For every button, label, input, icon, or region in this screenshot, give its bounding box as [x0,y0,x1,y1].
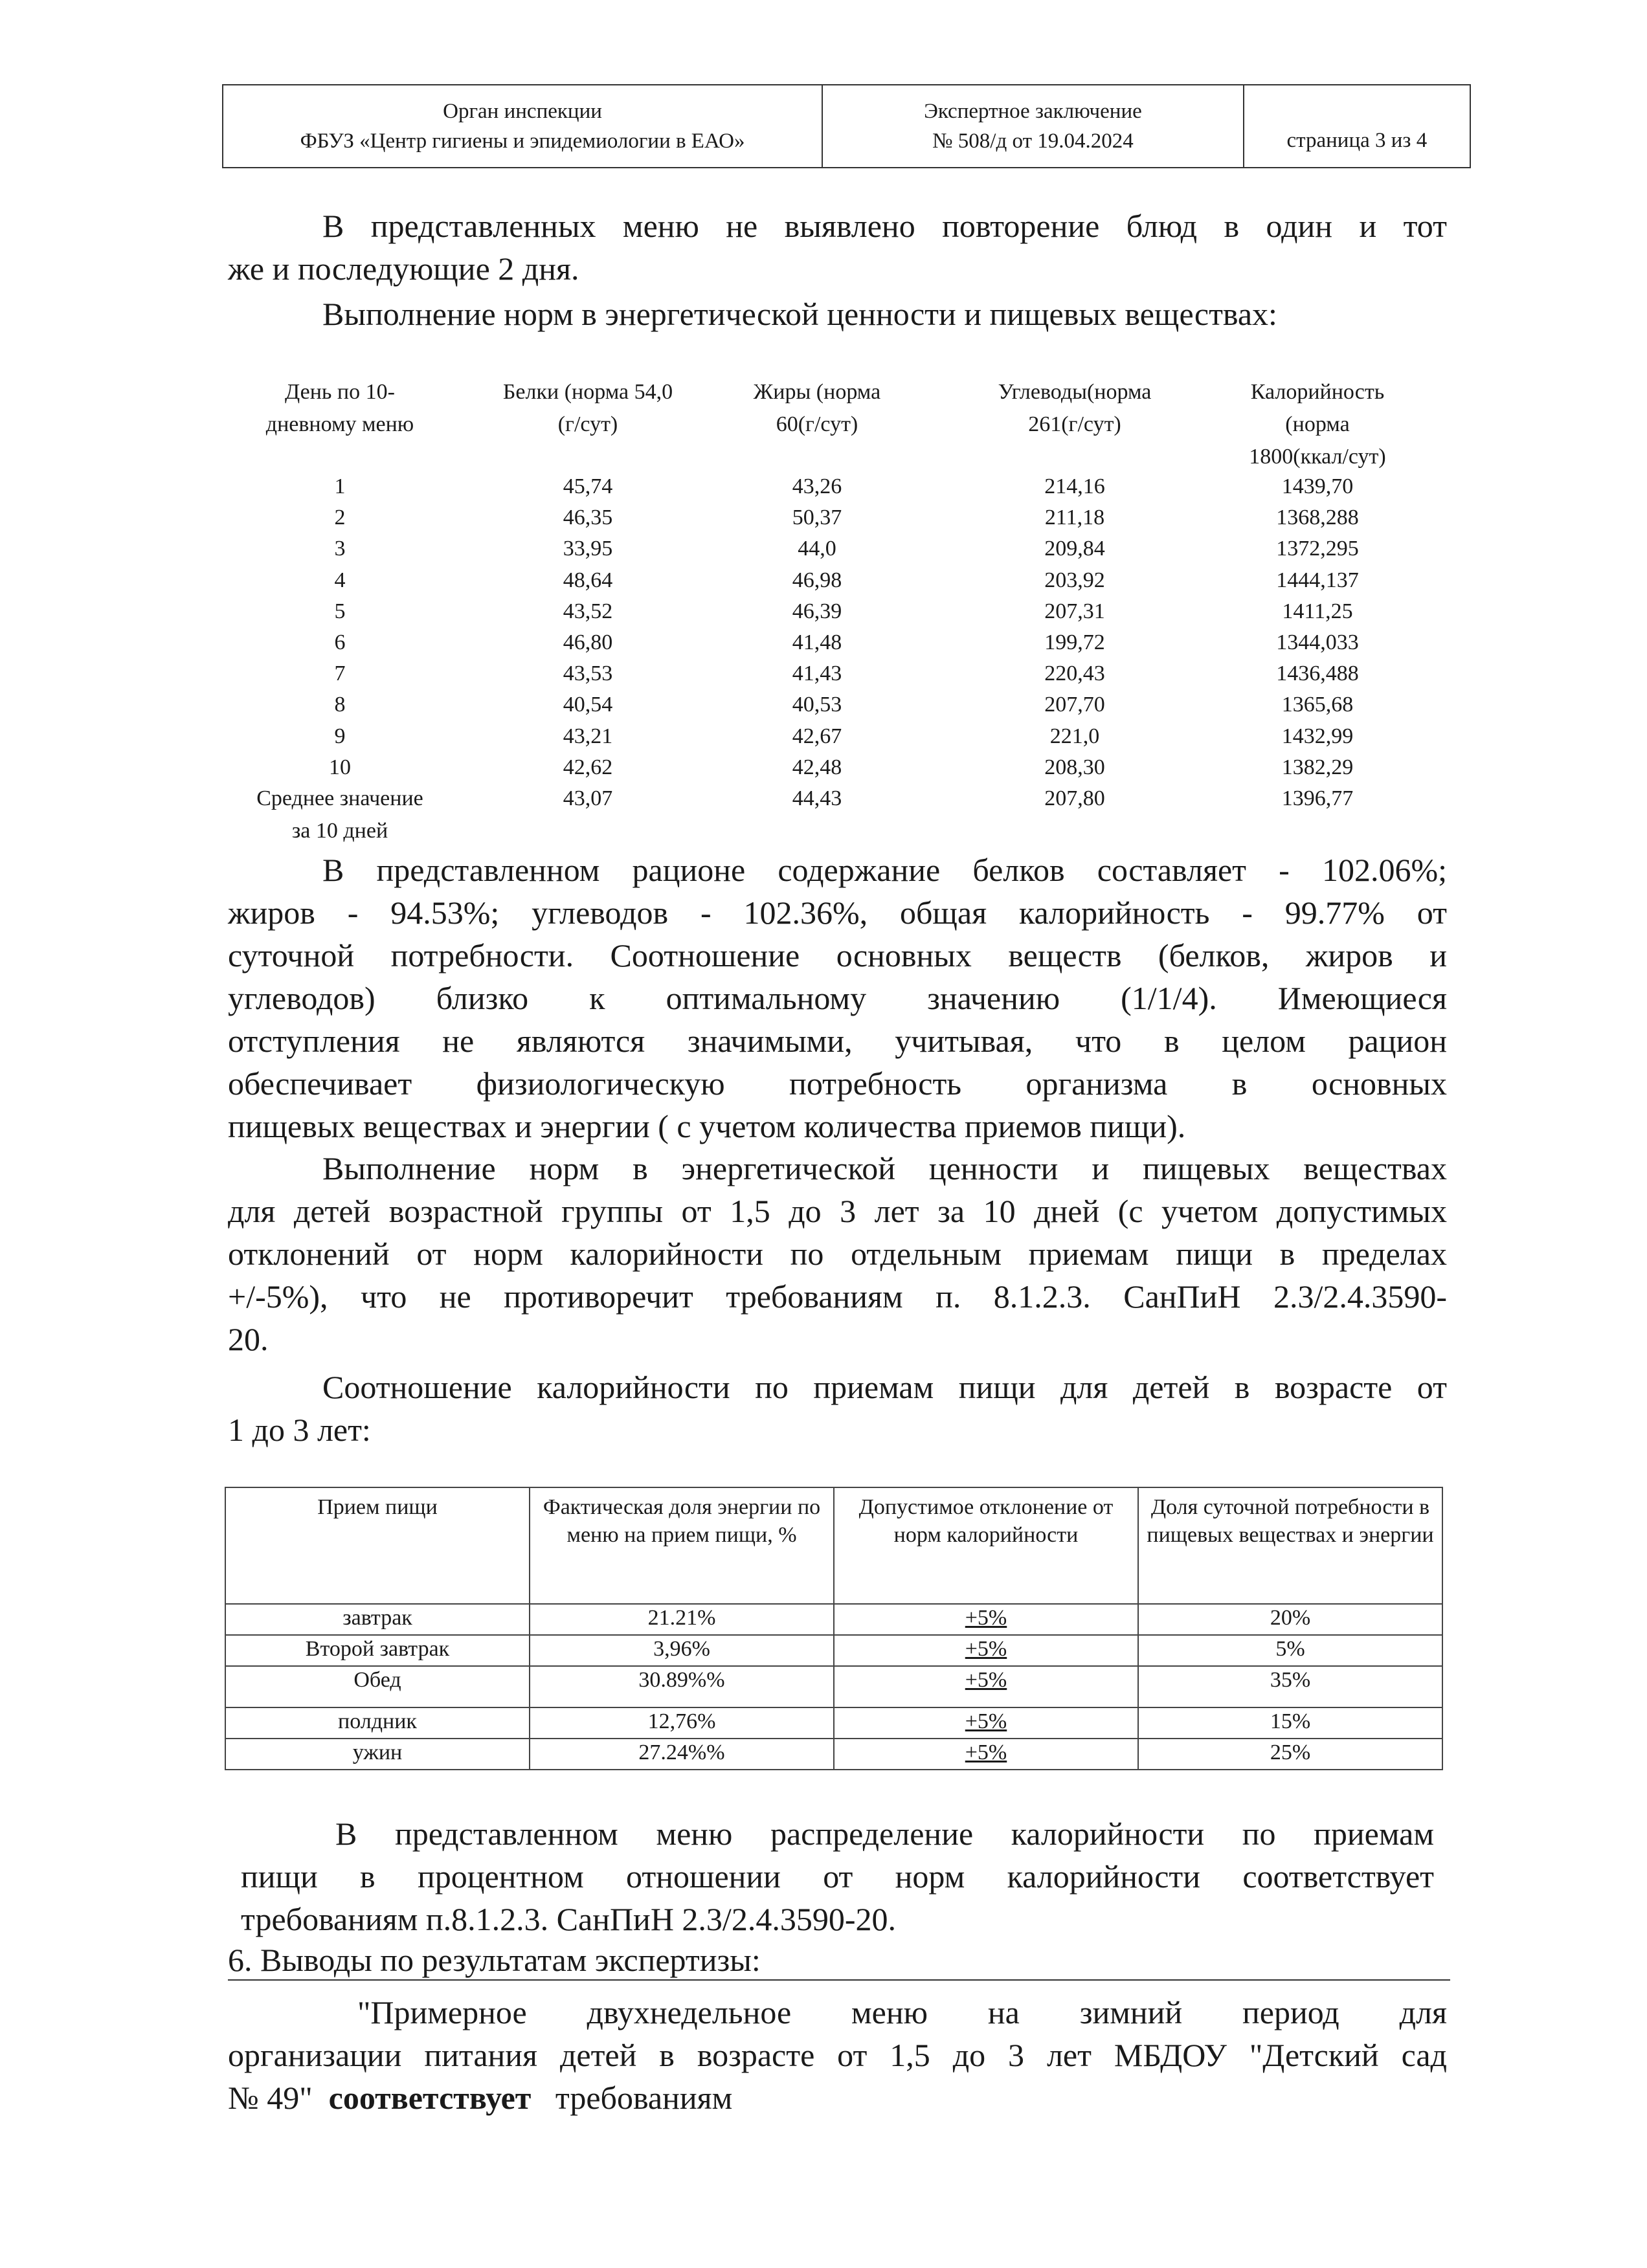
meal-value-cell: +5% [834,1666,1138,1707]
paragraph-age-group-norms [228,1147,1447,1361]
meal-value-cell: 25% [1138,1739,1442,1770]
meal-value-cell: 12,76% [530,1707,834,1739]
nutrient-value-cell: 221,0 [1049,724,1100,748]
nutrient-value-cell: 207,31 [1044,599,1105,623]
meal-header-cell: Фактическая доля энергии по меню на прием пищи, % [530,1487,834,1604]
meal-calorie-table [225,1487,1443,1770]
nutrient-day-cell: 8 [334,693,346,717]
nutrient-value-cell: 41,43 [792,662,842,686]
meal-value-cell: 21.21% [530,1604,834,1635]
nutrient-day-cell: 3 [334,537,346,561]
meal-header-cell: Допустимое отклонение от норм калорийности [834,1487,1138,1604]
meal-value-cell: 5% [1138,1635,1442,1666]
paragraph-line: суточной потребности. Соотношение основных веществ (белков, жиров и [228,937,1447,973]
paragraph-line: 1 до 3 лет: [228,1412,371,1448]
meal-table-row [225,1635,1442,1666]
paragraph-line: жиров - 94.53%; углеводов - 102.36%, общая калорийность - 99.77% от [228,895,1447,931]
nutrient-value-cell: 46,35 [563,506,613,530]
paragraph-line: Соотношение калорийности по приемам пищи для детей в возрасте от [322,1369,1447,1405]
meal-table-row [225,1707,1442,1739]
conclusion-requirements: требованиям [555,2080,733,2116]
nutrient-value-cell: 46,98 [792,568,842,592]
nutrient-header-cell: (г/сут) [557,412,618,436]
meal-value-cell: +5% [834,1604,1138,1635]
meal-value-cell: 20% [1138,1604,1442,1635]
paragraph-line: для детей возрастной группы от 1,5 до 3 лет за 10 дней (с учетом допустимых [228,1193,1447,1229]
meal-value-cell: 35% [1138,1666,1442,1707]
nutrient-average-label: за 10 дней [291,819,388,843]
nutrient-value-cell: 1372,295 [1276,537,1359,561]
nutrient-value-cell: 41,48 [792,630,842,654]
nutrient-value-cell: 199,72 [1044,630,1105,654]
nutrient-value-cell: 209,84 [1044,537,1105,561]
section-divider [228,1979,1450,1981]
meal-name-cell: ужин [225,1739,530,1770]
conclusion-number: № 49" [228,2080,313,2116]
nutrient-day-cell: 2 [334,506,346,530]
nutrient-average-value: 207,80 [1044,786,1105,810]
nutrient-table [0,0,1647,854]
meal-value-cell: +5% [834,1707,1138,1739]
paragraph-line: отклонений от норм калорийности по отдельным приемам пищи в пределах [228,1236,1447,1272]
nutrient-header-cell: Белки (норма 54,0 [502,380,673,404]
nutrient-value-cell: 208,30 [1044,755,1105,779]
paragraph-line: +/-5%), что не противоречит требованиям п. 8.1.2.3. СанПиН 2.3/2.4.3590- [228,1278,1447,1315]
nutrient-header-cell: 60(г/сут) [776,412,858,436]
paragraph-line: пищи в процентном отношении от норм калорийности соответствует [241,1858,1434,1895]
nutrient-value-cell: 46,39 [792,599,842,623]
nutrient-value-cell: 1368,288 [1276,506,1359,530]
paragraph-line: "Примерное двухнедельное меню на зимний период для [357,1994,1447,2030]
nutrient-value-cell: 50,37 [792,506,842,530]
nutrient-value-cell: 1444,137 [1276,568,1359,592]
paragraph-meal-ratio-heading [228,1366,1447,1451]
paragraph-line: требованиям п.8.1.2.3. СанПиН 2.3/2.4.3590-20. [241,1901,896,1937]
nutrient-average-value: 44,43 [792,786,842,810]
paragraph-line: Выполнение норм в энергетической ценности и пищевых веществах: [322,296,1277,332]
nutrient-value-cell: 220,43 [1044,662,1105,686]
nutrient-value-cell: 40,53 [792,693,842,717]
nutrient-day-cell: 6 [334,630,346,654]
paragraph-line: В представленных меню не выявлено повторение блюд в один и тот [322,208,1447,244]
nutrient-value-cell: 48,64 [563,568,613,592]
paragraph-line: В представленном рационе содержание белков составляет - 102.06%; [322,852,1447,888]
nutrient-value-cell: 44,0 [798,537,836,561]
conclusion-verdict: соответствует [328,2080,532,2116]
nutrient-value-cell: 1432,99 [1281,724,1354,748]
nutrient-value-cell: 42,62 [563,755,613,779]
nutrient-average-label: Среднее значение [256,786,423,810]
nutrient-average-value: 1396,77 [1281,786,1354,810]
paragraph-line: обеспечивает физиологическую потребность организма в основных [228,1065,1447,1102]
meal-value-cell: +5% [834,1739,1138,1770]
paragraph-ration-analysis [228,849,1447,1148]
nutrient-value-cell: 33,95 [563,537,613,561]
meal-value-cell: 27.24%% [530,1739,834,1770]
nutrient-value-cell: 1365,68 [1281,693,1354,717]
paragraph-line: пищевых веществах и энергии ( с учетом количества приемов пищи). [228,1108,1186,1144]
meal-value-cell: 3,96% [530,1635,834,1666]
nutrient-value-cell: 42,67 [792,724,842,748]
nutrient-header-cell: 261(г/сут) [1028,412,1121,436]
meal-value-cell: +5% [834,1635,1138,1666]
nutrient-value-cell: 1382,29 [1281,755,1354,779]
meal-name-cell: завтрак [225,1604,530,1635]
expert-conclusion-label: Экспертное заключение [924,100,1142,123]
nutrient-value-cell: 211,18 [1044,506,1105,530]
nutrient-value-cell: 46,80 [563,630,613,654]
inspection-body-name: ФБУЗ «Центр гигиены и эпидемиологии в ЕАО» [300,129,745,153]
meal-table-row [225,1604,1442,1635]
nutrient-header-cell: 1800(ккал/сут) [1249,445,1386,469]
meal-table-row [225,1739,1442,1770]
nutrient-day-cell: 7 [334,662,346,686]
meal-value-cell: 30.89%% [530,1666,834,1707]
nutrient-value-cell: 40,54 [563,693,613,717]
nutrient-day-cell: 5 [334,599,346,623]
meal-header-cell: Прием пищи [225,1487,530,1604]
nutrient-header-cell: День по 10- [285,380,395,404]
meal-table-header-row [225,1487,1442,1604]
paragraph-meal-distribution [241,1812,1434,1940]
nutrient-day-cell: 10 [329,755,351,779]
meal-name-cell: Второй завтрак [225,1635,530,1666]
nutrient-header-cell: Жиры (норма [753,380,881,404]
paragraph-line: В представленном меню распределение калорийности по приемам [335,1816,1434,1852]
nutrient-value-cell: 1411,25 [1282,599,1353,623]
paragraph-line: 20. [228,1321,269,1357]
paragraph-line: организации питания детей в возрасте от 1,5 до 3 лет МБДОУ "Детский сад [228,2037,1447,2073]
conclusion-paragraph [228,1991,1447,2119]
nutrient-value-cell: 1344,033 [1276,630,1359,654]
meal-header-cell: Доля суточной потребности в пищевых веществах и энергии [1138,1487,1442,1604]
nutrient-header-cell: Калорийность [1250,380,1385,404]
nutrient-value-cell: 1439,70 [1281,474,1354,498]
nutrient-value-cell: 203,92 [1044,568,1105,592]
paragraph-line: Выполнение норм в энергетической ценности и пищевых веществах [322,1150,1447,1186]
paragraph-line: углеводов) близко к оптимальному значению (1/1/4). Имеющиеся [228,980,1447,1016]
nutrient-value-cell: 43,21 [563,724,613,748]
nutrient-value-cell: 43,26 [792,474,842,498]
nutrient-value-cell: 214,16 [1044,474,1105,498]
nutrient-value-cell: 43,53 [563,662,613,686]
paragraph-line [228,2076,1447,2119]
nutrient-day-cell: 4 [334,568,346,592]
paragraph-line: отступления не являются значимыми, учитывая, что в целом рацион [228,1023,1447,1059]
nutrient-value-cell: 1436,488 [1276,662,1359,686]
section-6-title: 6. Выводы по результатам экспертизы: [228,1942,761,1978]
nutrient-day-cell: 1 [334,474,346,498]
meal-table-row [225,1666,1442,1707]
nutrient-value-cell: 43,52 [563,599,613,623]
page-number: страница 3 из 4 [1286,129,1428,152]
nutrient-value-cell: 45,74 [563,474,613,498]
nutrient-day-cell: 9 [334,724,346,748]
inspection-body-label: Орган инспекции [443,100,602,123]
meal-value-cell: 15% [1138,1707,1442,1739]
nutrient-average-value: 43,07 [563,786,613,810]
nutrient-header-cell: дневному меню [265,412,414,436]
paragraph-line: же и последующие 2 дня. [228,250,579,287]
nutrient-header-cell: Углеводы(норма [998,380,1152,404]
nutrient-value-cell: 207,70 [1044,693,1105,717]
expert-conclusion-number: № 508/д от 19.04.2024 [932,129,1134,153]
nutrient-header-cell: (норма [1285,412,1350,436]
meal-name-cell: Обед [225,1666,530,1707]
meal-name-cell: полдник [225,1707,530,1739]
nutrient-value-cell: 42,48 [792,755,842,779]
